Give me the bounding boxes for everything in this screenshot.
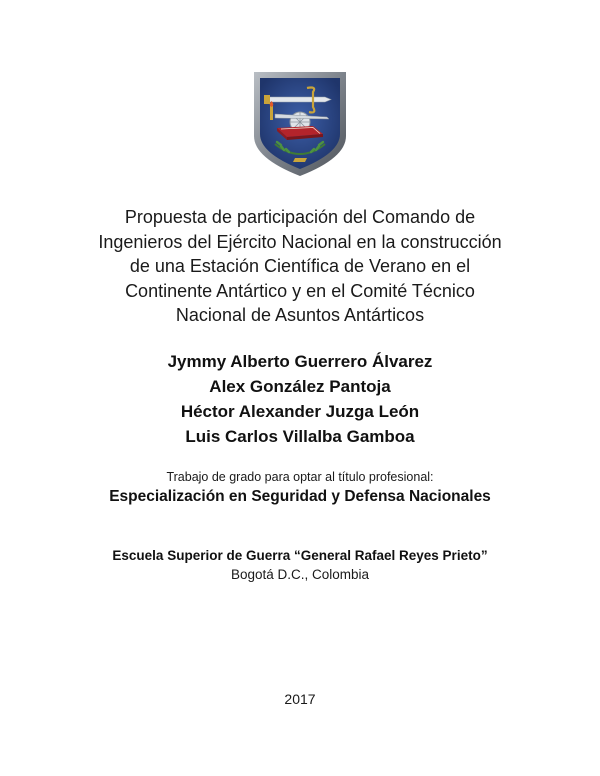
author-list [0,349,600,449]
army-engineers-crest-icon [251,70,349,178]
title-line: Ingenieros del Ejército Nacional en la construcción [98,231,502,252]
document-title [0,205,600,328]
author-name: Alex González Pantoja [209,377,391,396]
publication-year: 2017 [284,691,316,707]
title-line: de una Estación Científica de Verano en el [129,256,471,276]
title-line: Continente Antártico y en el Comité Técnico [125,280,475,301]
author-name: Luis Carlos Villalba Gamboa [185,427,415,446]
degree-name: Especialización en Seguridad y Defensa Nacionales [109,488,491,505]
title-line: Nacional de Asuntos Antárticos [175,305,425,325]
degree-intro: Trabajo de grado para optar al título profesional: [166,470,434,484]
author-name: Héctor Alexander Juzga León [180,402,420,421]
author-name: Jymmy Alberto Guerrero Álvarez [167,352,433,371]
city-location: Bogotá D.C., Colombia [230,567,370,582]
title-line: Propuesta de participación del Comando de [124,207,476,227]
institution-name: Escuela Superior de Guerra “General Rafael Reyes Prieto” [112,548,488,563]
emblem [251,70,349,178]
